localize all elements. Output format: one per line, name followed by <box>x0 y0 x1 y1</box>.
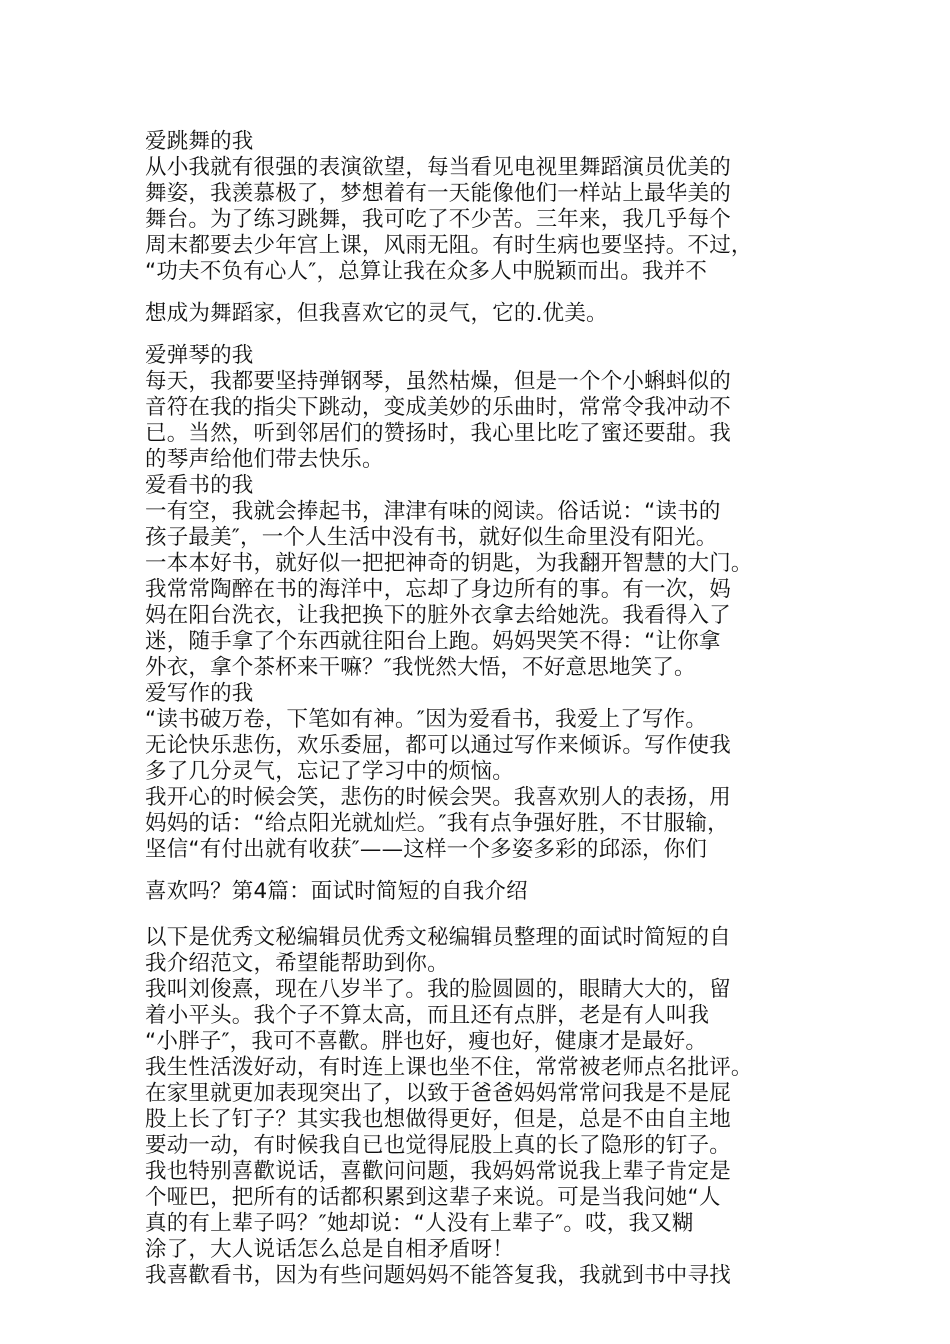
section-reading <box>145 473 825 681</box>
paragraph-line: 音符在我的指尖下跳动，变成美妙的乐曲时，常常令我冲动不 <box>145 395 731 420</box>
section-piano <box>145 343 825 473</box>
paragraph-line: 舞台。为了练习跳舞，我可吃了不少苦。三年来，我几乎每个 <box>145 207 731 232</box>
paragraph-line: 我介绍范文，希望能帮助到你。 <box>145 951 449 976</box>
paragraph-line: “功夫不负有心人″，总算让我在众多人中脱颖而出。我并不 <box>145 259 708 284</box>
paragraph-line: 我开心的时候会笑，悲伤的时候会哭。我喜欢别人的表扬，用 <box>145 785 731 810</box>
paragraph-line: 我也特别喜歡说话，喜歡问问题，我妈妈常说我上辈子肯定是 <box>145 1159 731 1184</box>
section-dance <box>145 129 825 327</box>
paragraph-line: 孩子最美″，一个人生活中没有书，就好似生命里没有阳光。 <box>145 525 718 550</box>
paragraph-line: 一本本好书，就好似一把把神奇的钥匙，为我翻开智慧的大门。 <box>145 551 753 576</box>
paragraph-line: 无论快乐悲伤，欢乐委屈，都可以通过写作来倾诉。写作使我 <box>145 733 731 758</box>
paragraph-line: 每天，我都要坚持弹钢琴，虽然枯燥，但是一个个小蝌蚪似的 <box>145 369 731 394</box>
paragraph-line: 从小我就有很强的表演欲望，每当看见电视里舞蹈演员优美的 <box>145 155 731 180</box>
section-heading: 爱跳舞的我 <box>145 129 254 154</box>
paragraph-line: 多了几分灵气，忘记了学习中的烦恼。 <box>145 759 514 784</box>
document-page <box>145 129 825 1289</box>
section-heading: 爱弹琴的我 <box>145 343 254 368</box>
paragraph-line: 妈妈的话：“给点阳光就灿烂。″我有点争强好胜，不甘服输， <box>145 811 729 836</box>
paragraph-line: 着小平头。我个子不算太高，而且还有点胖，老是有人叫我 <box>145 1003 710 1028</box>
paragraph-line: 的琴声给他们带去快乐。 <box>145 447 384 472</box>
paragraph-line: 我喜歡看书，因为有些问题妈妈不能答复我，我就到书中寻找 <box>145 1263 731 1288</box>
paragraph-line: 外衣，拿个茶杯来干嘛？″我恍然大悟，不好意思地笑了。 <box>145 655 696 680</box>
paragraph-line: 想成为舞蹈家，但我喜欢它的灵气，它的.优美。 <box>145 301 608 326</box>
paragraph-line: 在家里就更加表现突出了，以致于爸爸妈妈常常问我是不是屁 <box>145 1081 731 1106</box>
paragraph-line: 我生性活泼好动，有时连上课也坐不住，常常被老师点名批评。 <box>145 1055 753 1080</box>
section-self-intro <box>145 925 825 1289</box>
paragraph-line: “读书破万卷，下笔如有神。″因为爱看书，我爱上了写作。 <box>145 707 708 732</box>
paragraph-line: 我常常陶醉在书的海洋中，忘却了身边所有的事。有一次，妈 <box>145 577 731 602</box>
paragraph-line: 股上长了钉子？其实我也想做得更好，但是，总是不由自主地 <box>145 1107 731 1132</box>
paragraph-line: 以下是优秀文秘编辑员优秀文秘编辑员整理的面试时简短的自 <box>145 925 731 950</box>
paragraph-line: “小胖子″，我可不喜歡。胖也好，瘦也好，健康才是最好。 <box>145 1029 708 1054</box>
paragraph-line: 涂了，大人说话怎么总是自相矛盾呀！ <box>145 1237 514 1262</box>
paragraph-line: 要动一动，有时候我自已也觉得屁股上真的长了隐形的钉子。 <box>145 1133 731 1158</box>
paragraph-line: 真的有上辈子吗？″她却说：“人没有上辈子″。哎，我又糊 <box>145 1211 694 1236</box>
paragraph-line: 个哑巴，把所有的话都积累到这辈子来说。可是当我问她“人 <box>145 1185 721 1210</box>
section-writing <box>145 681 825 905</box>
paragraph-line: 周末都要去少年宫上课，风雨无阻。有时生病也要坚持。不过， <box>145 233 753 258</box>
article-title-line: 喜欢吗？第4篇：面试时简短的自我介绍 <box>145 879 528 904</box>
paragraph-line: 坚信“有付出就有收获″——这样一个多姿多彩的邱添，你们 <box>145 837 708 862</box>
paragraph-line: 妈在阳台洗衣，让我把换下的脏外衣拿去给她洗。我看得入了 <box>145 603 731 628</box>
section-heading: 爱写作的我 <box>145 681 254 706</box>
paragraph-line: 一有空，我就会捧起书，津津有味的阅读。俗话说：“读书的 <box>145 499 721 524</box>
paragraph-line: 我叫刘俊熹，现在八岁半了。我的脸圆圆的，眼睛大大的，留 <box>145 977 731 1002</box>
paragraph-line: 已。当然，听到邻居们的赞扬时，我心里比吃了蜜还要甜。我 <box>145 421 731 446</box>
paragraph-line: 迷，随手拿了个东西就往阳台上跑。妈妈哭笑不得：“让你拿 <box>145 629 721 654</box>
paragraph-line: 舞姿，我羡慕极了，梦想着有一天能像他们一样站上最华美的 <box>145 181 731 206</box>
section-heading: 爱看书的我 <box>145 473 254 498</box>
